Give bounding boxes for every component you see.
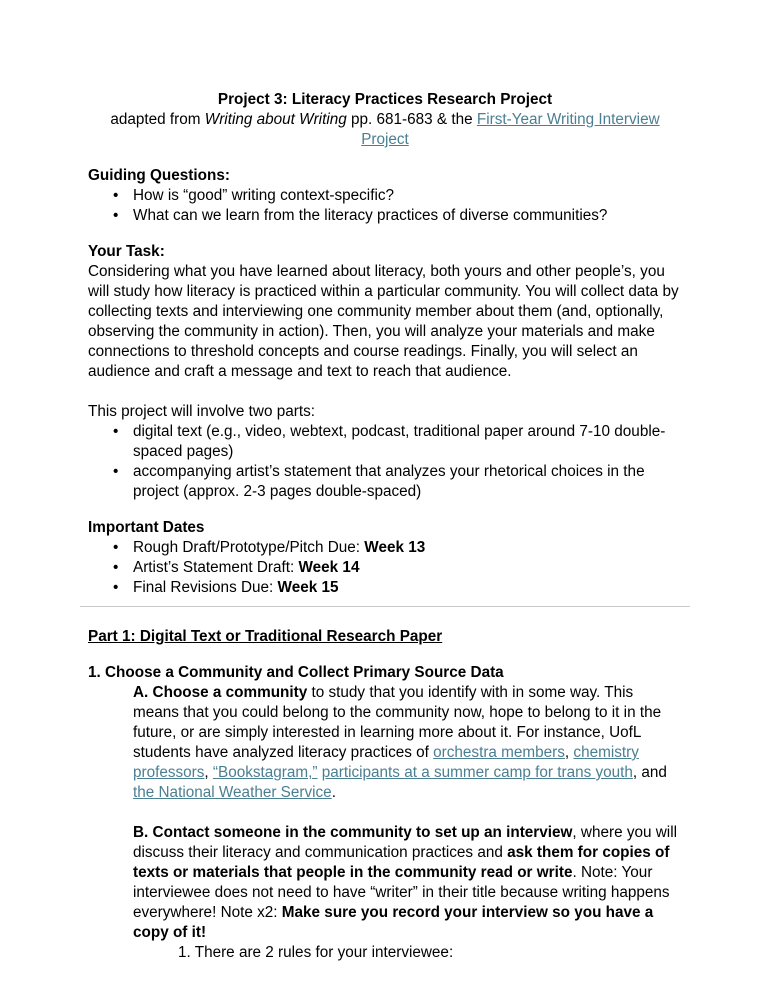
step-b: B. Contact someone in the community to set up an interview, where you will discuss their literacy and communication practices and ask them for copies of texts or materials that people in the community read or write. Note: Your interviewee does not need to have “writer” in their title because writing happens everywhere! Note x2: Make sure you record your interview so you have a copy of it! [133, 824, 677, 941]
part1-heading: Part 1: Digital Text or Traditional Research Paper [88, 628, 443, 645]
step1-heading: 1. Choose a Community and Collect Primary Source Data [88, 664, 504, 681]
guiding-heading: Guiding Questions: [88, 167, 230, 184]
rules-intro: 1. There are 2 rules for your interviewee: [178, 944, 454, 961]
guiding-list [88, 186, 682, 226]
dates-heading: Important Dates [88, 519, 205, 536]
bookstagram-link[interactable]: “Bookstagram,” [212, 764, 318, 781]
parts-list [88, 422, 682, 502]
weather-service-link[interactable]: the National Weather Service [133, 784, 332, 801]
list-item: • What can we learn from the literacy practices of diverse communities? [133, 206, 682, 226]
list-item: • Rough Draft/Prototype/Pitch Due: Week 13 [133, 538, 682, 558]
step-a: A. Choose a community to study that you identify with in some way. This means that you could belong to the community now, hope to belong to it in the future, or are simply interested in learning more about it. For instance, UofL students have analyzed literacy practices of orchestra members, chemistry professors, “Bookstagram,” participants at a summer camp for trans youth, and the National Weather Service. [133, 684, 667, 801]
interview-project-link[interactable]: First-Year Writing Interview Project [361, 111, 660, 148]
divider [80, 606, 690, 607]
list-item: • How is “good” writing context-specific? [133, 186, 682, 206]
list-item: • digital text (e.g., video, webtext, podcast, traditional paper around 7-10 double-spaced pages) [133, 422, 682, 462]
dates-list [88, 538, 682, 598]
list-item: • Final Revisions Due: Week 15 [133, 578, 682, 598]
list-item: • Artist’s Statement Draft: Week 14 [133, 558, 682, 578]
list-item: • accompanying artist’s statement that analyzes your rhetorical choices in the project (approx. 2-3 pages double-spaced) [133, 462, 682, 502]
chemistry-link[interactable]: chemistry professors [133, 744, 639, 781]
page-title: Project 3: Literacy Practices Research Project [217, 91, 553, 108]
subtitle: adapted from Writing about Writing pp. 681-683 & the First-Year Writing Interview Project [110, 111, 660, 148]
camp-link[interactable]: participants at a summer camp for trans youth [321, 764, 633, 781]
orchestra-link[interactable]: orchestra members [433, 744, 565, 761]
parts-intro: This project will involve two parts: [88, 403, 315, 420]
task-body: Considering what you have learned about literacy, both yours and other people’s, you will study how literacy is practiced within a particular community. You will collect data by collecting texts and interviewing one community member about them (and, optionally, observing the community in action). Then, you will analyze your materials and make connections to threshold concepts and course readings. Finally, you will select an audience and craft a message and text to reach that audience. [88, 263, 679, 380]
task-heading: Your Task: [88, 243, 165, 260]
